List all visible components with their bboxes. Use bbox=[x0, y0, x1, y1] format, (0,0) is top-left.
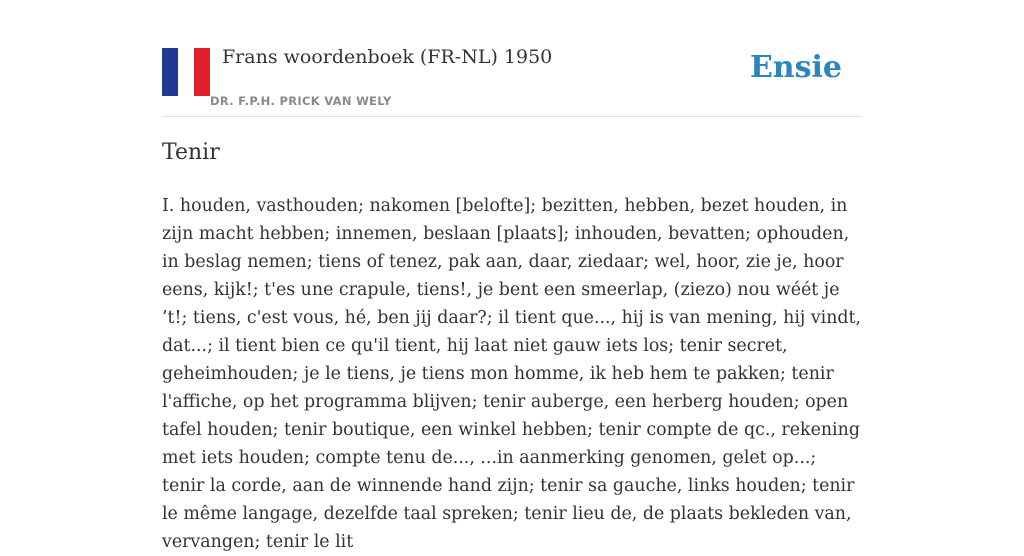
dictionary-header bbox=[162, 44, 862, 117]
ensie-logo-link[interactable]: Ensie bbox=[749, 50, 842, 85]
dictionary-author: DR. F.P.H. PRICK VAN WELY bbox=[210, 94, 392, 108]
dictionary-title[interactable]: Frans woordenboek (FR-NL) 1950 bbox=[222, 46, 553, 68]
entry-headword: Tenir bbox=[162, 140, 220, 165]
france-flag-icon bbox=[162, 48, 210, 96]
entry-definition: I. houden, vasthouden; nakomen [belofte]; bezitten, hebben, bezet houden, in zijn macht hebben; innemen, beslaan [plaats]; inhouden, bevatten; ophouden, in beslag nemen; tiens of tenez, pak aan, daar, ziedaar; wel, hoor, zie je, hoor eens, kijk!; t'es une crapule, tiens!, je bent een smeerlap, (ziezo) nou wéét je ’t!; tiens, c'est vous, hé, ben jij daar?; il tient que..., hij is van mening, hij vindt, dat...; il tient bien ce qu'il tient, hij laat niet gauw iets los; tenir secret, geheimhouden; je le tiens, je tiens mon homme, ik heb hem te pakken; tenir l'affiche, op het programma blijven; tenir auberge, een herberg houden; open tafel houden; tenir boutique, een winkel hebben; tenir compte de qc., rekening met iets houden; compte tenu de..., ...in aanmerking genomen, gelet op...; tenir la corde, aan de winnende hand zijn; tenir sa gauche, links houden; tenir le même langage, dezelfde taal spreken; tenir lieu de, de plaats bekleden van, vervangen; tenir le lit bbox=[162, 196, 862, 552]
